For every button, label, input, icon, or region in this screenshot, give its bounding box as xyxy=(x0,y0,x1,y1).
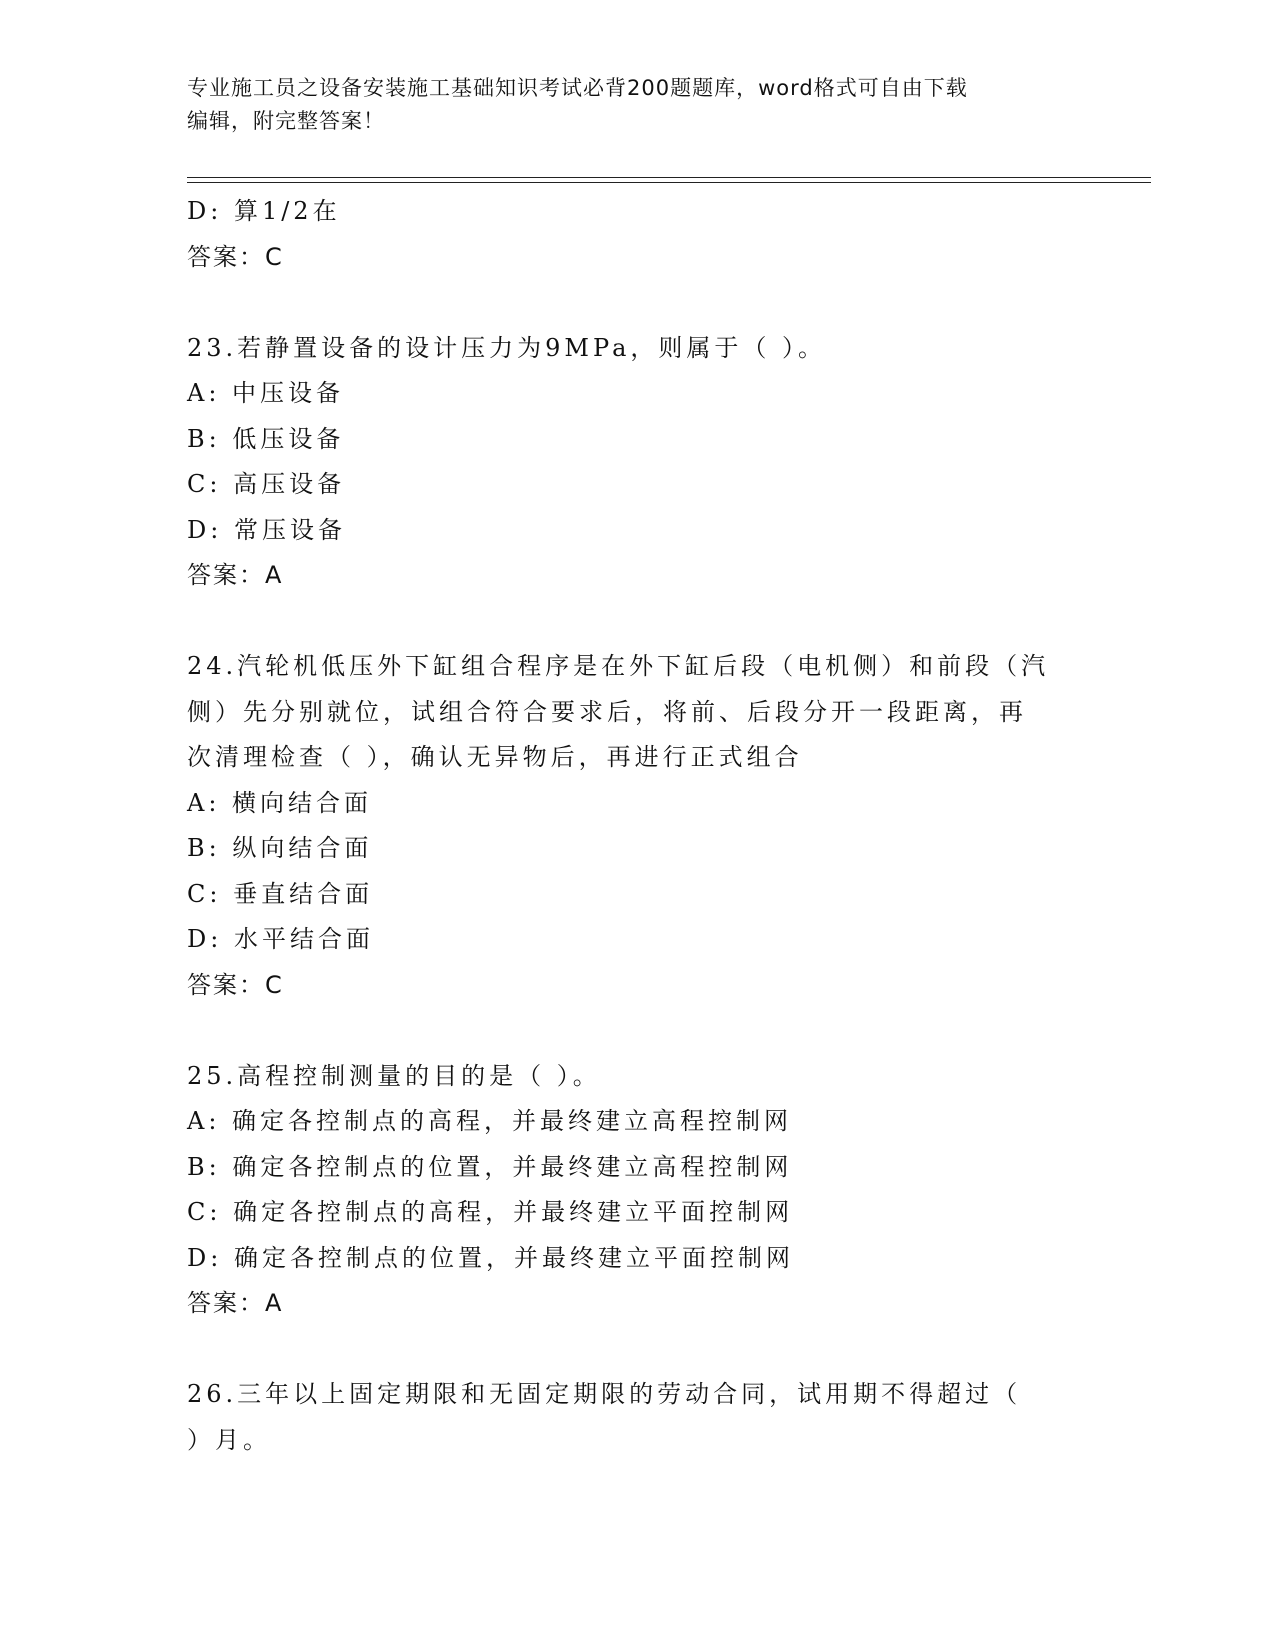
header-divider-bottom xyxy=(187,182,1151,183)
option-c: C: 确定各控制点的高程，并最终建立平面控制网 xyxy=(187,1198,794,1226)
option-c: C: 垂直结合面 xyxy=(187,879,374,908)
question-stem-line-1: 26.三年以上固定期限和无固定期限的劳动合同，试用期不得超过（ xyxy=(187,1380,1022,1408)
option-b: B: 低压设备 xyxy=(187,424,345,453)
spacer xyxy=(187,280,1087,326)
question-stem-line-1: 24.汽轮机低压外下缸组合程序是在外下缸后段（电机侧）和前段（汽 xyxy=(187,652,1050,680)
question-23 xyxy=(187,326,1087,599)
spacer xyxy=(187,1327,1087,1373)
option-b: B: 纵向结合面 xyxy=(187,834,373,862)
question-22-tail xyxy=(187,189,1087,280)
option-c: C: 高压设备 xyxy=(187,470,346,498)
answer: 答案：A xyxy=(187,561,284,589)
question-stem-line-3: 次清理检查（ ），确认无异物后，再进行正式组合 xyxy=(187,743,803,771)
option-a: A: 横向结合面 xyxy=(187,788,373,817)
question-stem-line-2: 侧）先分别就位，试组合符合要求后，将前、后段分开一段距离，再 xyxy=(187,697,1027,726)
option-d: D: 确定各控制点的位置，并最终建立平面控制网 xyxy=(187,1243,794,1272)
question-25 xyxy=(187,1054,1087,1327)
option-a: A: 中压设备 xyxy=(187,379,345,407)
page-header xyxy=(187,72,1087,138)
header-divider-top xyxy=(187,177,1151,178)
header-title-line-1: 专业施工员之设备安装施工基础知识考试必背200题题库，word格式可自由下载 xyxy=(187,76,968,100)
answer: 答案：A xyxy=(187,1289,284,1317)
option-d: D: 常压设备 xyxy=(187,515,346,544)
document-page xyxy=(187,0,1147,1650)
option-b: B: 确定各控制点的位置，并最终建立高程控制网 xyxy=(187,1152,793,1181)
answer: 答案：C xyxy=(187,242,284,271)
question-stem-line-2: ）月。 xyxy=(187,1425,271,1454)
option-d: D: 水平结合面 xyxy=(187,925,374,953)
question-24 xyxy=(187,644,1087,1008)
option-d: D: 算1/2在 xyxy=(187,197,341,225)
question-list xyxy=(187,189,1087,1463)
question-26 xyxy=(187,1372,1087,1463)
header-title-line-2: 编辑，附完整答案！ xyxy=(187,109,385,133)
option-a: A: 确定各控制点的高程，并最终建立高程控制网 xyxy=(187,1107,793,1135)
spacer xyxy=(187,599,1087,645)
question-stem: 25.高程控制测量的目的是（ ）。 xyxy=(187,1061,601,1090)
spacer xyxy=(187,1008,1087,1054)
question-stem: 23.若静置设备的设计压力为9MPa，则属于（ ）。 xyxy=(187,333,827,362)
answer: 答案：C xyxy=(187,970,284,999)
